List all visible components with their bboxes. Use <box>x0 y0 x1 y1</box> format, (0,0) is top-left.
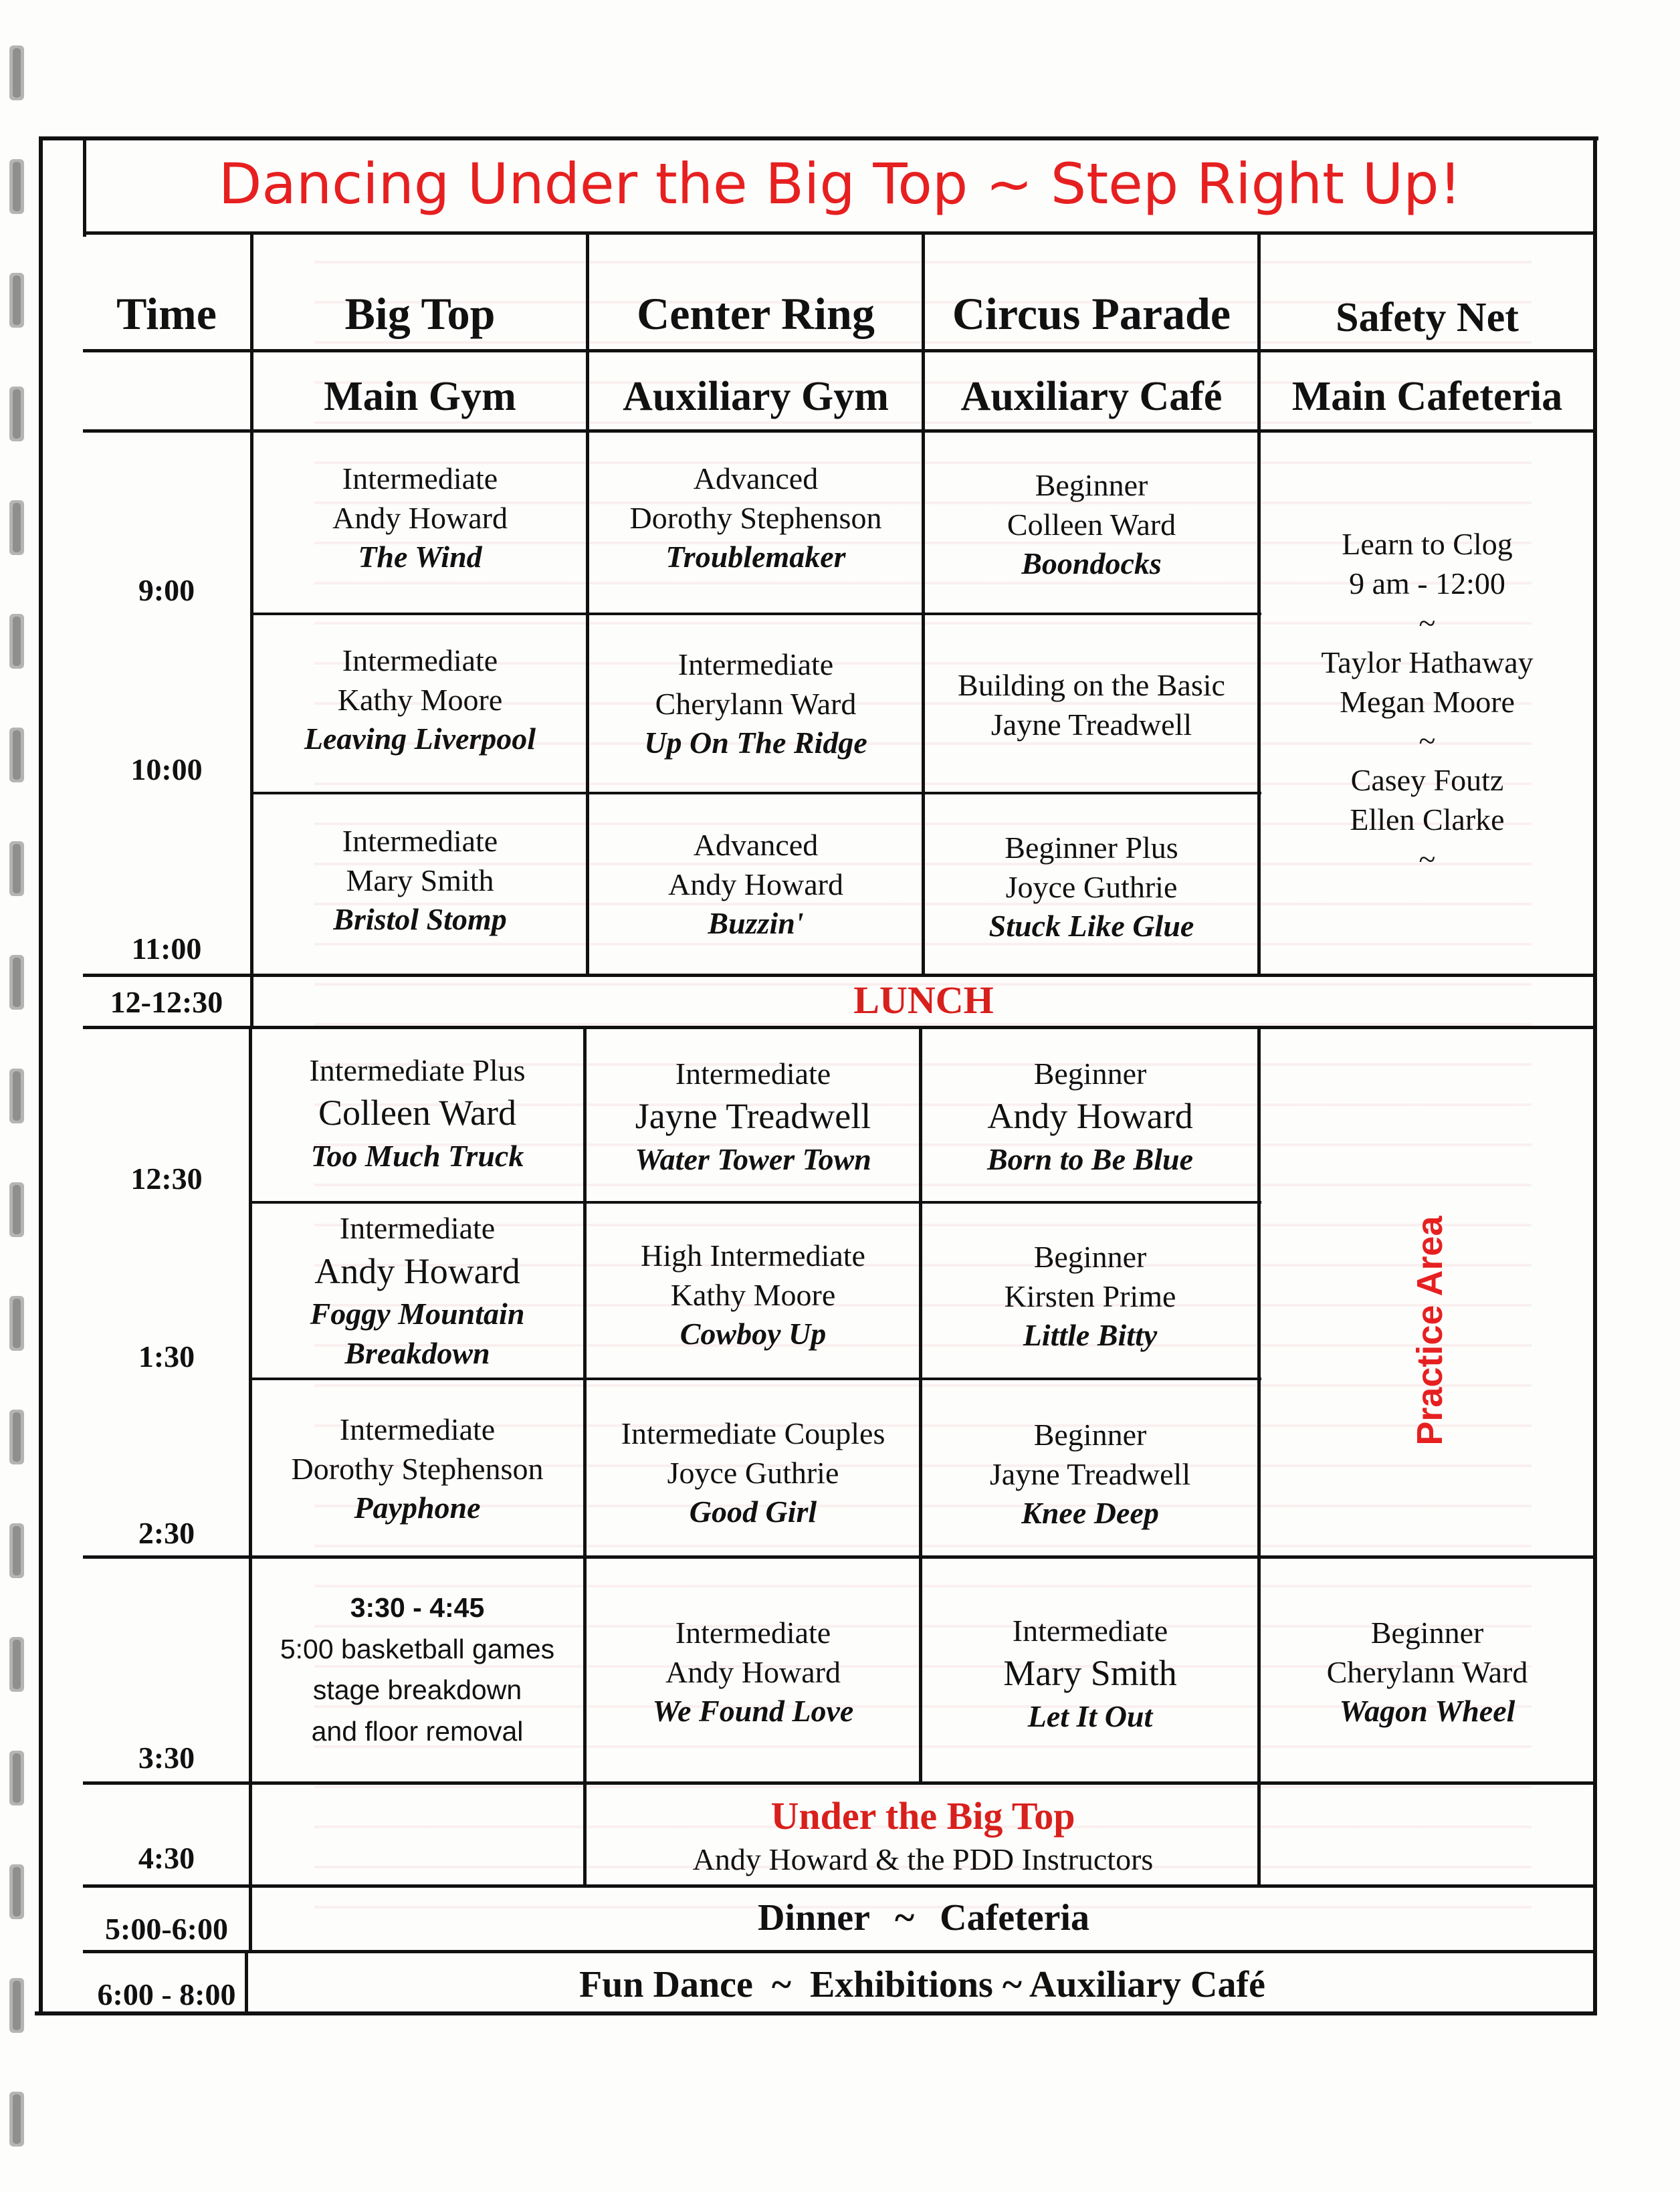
class-song: Water Tower Town <box>635 1141 871 1176</box>
class-song: Little Bitty <box>1023 1318 1158 1353</box>
class-level: High Intermediate <box>641 1238 865 1273</box>
dinner-label: Dinner <box>758 1897 869 1939</box>
class-level: Intermediate <box>675 1615 831 1650</box>
class-song: Knee Deep <box>1021 1496 1159 1531</box>
header-room-safety-net: Safety Net <box>1336 295 1519 340</box>
separator: ~ <box>1419 842 1436 877</box>
row-line <box>83 974 1597 977</box>
table-border-left <box>39 136 43 2015</box>
time-label: 3:30 <box>138 1741 195 1775</box>
class-slot <box>587 1232 919 1359</box>
row-line <box>83 1026 1597 1029</box>
row-line <box>253 792 1261 794</box>
col-line <box>1257 231 1261 976</box>
class-song: Good Girl <box>689 1495 817 1529</box>
class-instructor: Andy Howard <box>332 500 508 535</box>
class-instructor: Cherylann Ward <box>1326 1654 1528 1689</box>
class-song: We Found Love <box>652 1694 854 1729</box>
col-line <box>583 1027 587 1886</box>
class-instructor: Kirsten Prime <box>1004 1279 1176 1313</box>
class-song: Buzzin' <box>708 906 804 941</box>
col-line <box>586 231 589 976</box>
separator: ~ <box>1419 724 1436 758</box>
time-label: 1:30 <box>138 1339 195 1374</box>
class-instructor: Kathy Moore <box>337 682 503 717</box>
clog-instructor: Ellen Clarke <box>1350 802 1505 837</box>
class-level: Intermediate <box>339 1412 496 1446</box>
class-slot <box>251 1204 583 1379</box>
event-line: stage breakdown <box>312 1674 522 1705</box>
row-line <box>83 1781 1597 1785</box>
class-level: Advanced <box>693 461 819 496</box>
class-level: Beginner <box>1370 1615 1484 1650</box>
class-instructor: Mary Smith <box>346 863 494 897</box>
time-label: 11:00 <box>131 931 202 966</box>
class-song: Troublemaker <box>665 540 846 574</box>
time-label: 5:00-6:00 <box>105 1912 228 1946</box>
class-instructor: Jayne Treadwell <box>990 707 1192 742</box>
time-label: 6:00 - 8:00 <box>97 1977 236 2011</box>
header-location-main-cafeteria: Main Cafeteria <box>1291 374 1563 419</box>
row-line <box>83 429 1597 433</box>
separator: ~ <box>895 1897 915 1939</box>
class-instructor: Joyce Guthrie <box>667 1455 839 1490</box>
practice-area-label: Practice Area <box>1410 1216 1450 1446</box>
clog-title: Learn to Clog <box>1342 527 1513 562</box>
clog-instructor: Taylor Hathaway <box>1321 645 1534 679</box>
dinner-place: Cafeteria <box>940 1897 1089 1939</box>
class-song: Boondocks <box>1021 546 1162 581</box>
class-song: The Wind <box>358 540 482 574</box>
class-slot <box>590 821 922 948</box>
class-level: Intermediate <box>675 1056 831 1091</box>
class-slot <box>926 824 1257 951</box>
header-time: Time <box>116 288 217 339</box>
row-line <box>83 1555 1597 1559</box>
row-line <box>83 1950 1597 1953</box>
class-level: Beginner <box>1033 1056 1147 1091</box>
class-level: Building on the Basic <box>958 668 1225 703</box>
time-label: 2:30 <box>138 1516 195 1550</box>
class-instructor: Jayne Treadwell <box>635 1096 871 1137</box>
class-song: Stuck Like Glue <box>988 909 1194 944</box>
class-level: Beginner <box>1033 1417 1147 1452</box>
class-slot <box>923 1233 1257 1360</box>
class-song: Bristol Stomp <box>333 902 507 937</box>
class-slot <box>923 1610 1257 1737</box>
col-line <box>250 231 253 1027</box>
col-line <box>922 231 925 976</box>
event-hours: 3:30 - 4:45 <box>350 1592 485 1623</box>
row-line <box>253 613 1261 615</box>
class-slot <box>587 1053 919 1180</box>
header-room-big-top: Big Top <box>344 288 496 339</box>
class-slot <box>590 455 922 582</box>
class-song: Let It Out <box>1027 1698 1153 1733</box>
class-song: Payphone <box>354 1491 481 1525</box>
class-level: Intermediate <box>342 823 498 858</box>
header-location-auxiliary-gym: Auxiliary Gym <box>623 374 889 419</box>
class-level: Beginner Plus <box>1005 830 1178 865</box>
class-slot <box>923 1411 1257 1538</box>
class-slot <box>254 637 586 764</box>
time-label: 4:30 <box>138 1841 195 1875</box>
clog-instructor: Casey Foutz <box>1350 763 1504 798</box>
class-level: Intermediate Couples <box>621 1416 885 1450</box>
class-song: Breakdown <box>344 1335 490 1370</box>
class-slot <box>251 1050 583 1177</box>
class-slot <box>1261 1609 1593 1736</box>
time-label: 9:00 <box>138 573 195 607</box>
safety-net-clogging-block <box>1261 508 1593 896</box>
header-room-circus-parade: Circus Parade <box>952 288 1231 339</box>
table-border-bottom <box>35 2011 1596 2015</box>
separator: ~ <box>1419 605 1436 640</box>
class-instructor: Andy Howard <box>668 867 843 901</box>
event-line: and floor removal <box>311 1715 524 1747</box>
class-instructor: Joyce Guthrie <box>1005 869 1178 904</box>
class-instructor: Jayne Treadwell <box>989 1456 1191 1491</box>
class-slot <box>587 1410 919 1537</box>
header-location-main-gym: Main Gym <box>324 374 516 419</box>
class-instructor: Mary Smith <box>1003 1653 1177 1694</box>
class-song: Leaving Liverpool <box>304 722 536 756</box>
header-location-auxiliary-cafe: Auxiliary Café <box>960 374 1223 419</box>
row-line <box>83 1884 1597 1888</box>
col-line <box>919 1027 922 1783</box>
class-instructor: Dorothy Stephenson <box>291 1451 544 1486</box>
time-label: 12-12:30 <box>110 985 223 1019</box>
row-line <box>83 349 1597 352</box>
event-note <box>251 1579 583 1760</box>
class-slot <box>254 817 586 944</box>
class-song: Too Much Truck <box>310 1138 524 1173</box>
clog-instructor: Megan Moore <box>1340 684 1515 719</box>
class-instructor: Colleen Ward <box>318 1093 517 1133</box>
class-slot <box>587 1609 919 1736</box>
class-instructor: Dorothy Stephenson <box>629 500 882 535</box>
fun-dance-row: Fun Dance ~ Exhibitions ~ Auxiliary Café <box>579 1964 1265 2005</box>
class-slot <box>251 1406 583 1533</box>
class-level: Intermediate <box>342 643 498 677</box>
class-level: Beginner <box>1033 1239 1147 1274</box>
class-level: Intermediate <box>677 647 834 681</box>
class-level: Advanced <box>693 827 819 862</box>
class-slot <box>254 455 586 582</box>
class-level: Intermediate <box>1012 1613 1168 1648</box>
class-level: Beginner <box>1035 467 1148 502</box>
class-song: Foggy Mountain <box>310 1297 525 1331</box>
class-song: Cowboy Up <box>679 1317 827 1351</box>
dinner-row <box>251 1896 1596 1939</box>
class-slot <box>926 642 1257 769</box>
class-level: Intermediate <box>339 1211 496 1246</box>
time-label: 10:00 <box>130 752 203 786</box>
class-slot <box>590 641 922 768</box>
col-line <box>1257 1027 1261 1886</box>
class-level: Intermediate <box>342 461 498 496</box>
lunch-banner: LUNCH <box>853 978 994 1022</box>
row-line <box>83 231 1597 235</box>
finale-title: Under the Big Top <box>770 1794 1075 1838</box>
class-slot <box>923 1053 1257 1180</box>
class-instructor: Kathy Moore <box>670 1277 836 1312</box>
header-room-center-ring: Center Ring <box>637 288 875 339</box>
class-song: Up On The Ridge <box>644 726 867 760</box>
class-instructor: Cherylann Ward <box>655 686 857 721</box>
class-level: Intermediate Plus <box>309 1053 526 1087</box>
class-slot <box>926 461 1257 588</box>
page-title: Dancing Under the Big Top ~ Step Right Up! <box>218 151 1462 217</box>
class-song: Wagon Wheel <box>1339 1694 1515 1729</box>
table-border-top <box>39 136 1598 140</box>
class-song: Born to Be Blue <box>986 1141 1193 1176</box>
class-instructor: Andy Howard <box>314 1251 520 1291</box>
class-instructor: Andy Howard <box>987 1096 1193 1137</box>
finale-subtitle: Andy Howard & the PDD Instructors <box>692 1842 1154 1876</box>
event-line: 5:00 basketball games <box>280 1633 555 1664</box>
class-instructor: Andy Howard <box>665 1654 841 1689</box>
time-label: 12:30 <box>130 1162 203 1196</box>
clog-hours: 9 am - 12:00 <box>1349 566 1505 600</box>
class-instructor: Colleen Ward <box>1007 507 1176 542</box>
